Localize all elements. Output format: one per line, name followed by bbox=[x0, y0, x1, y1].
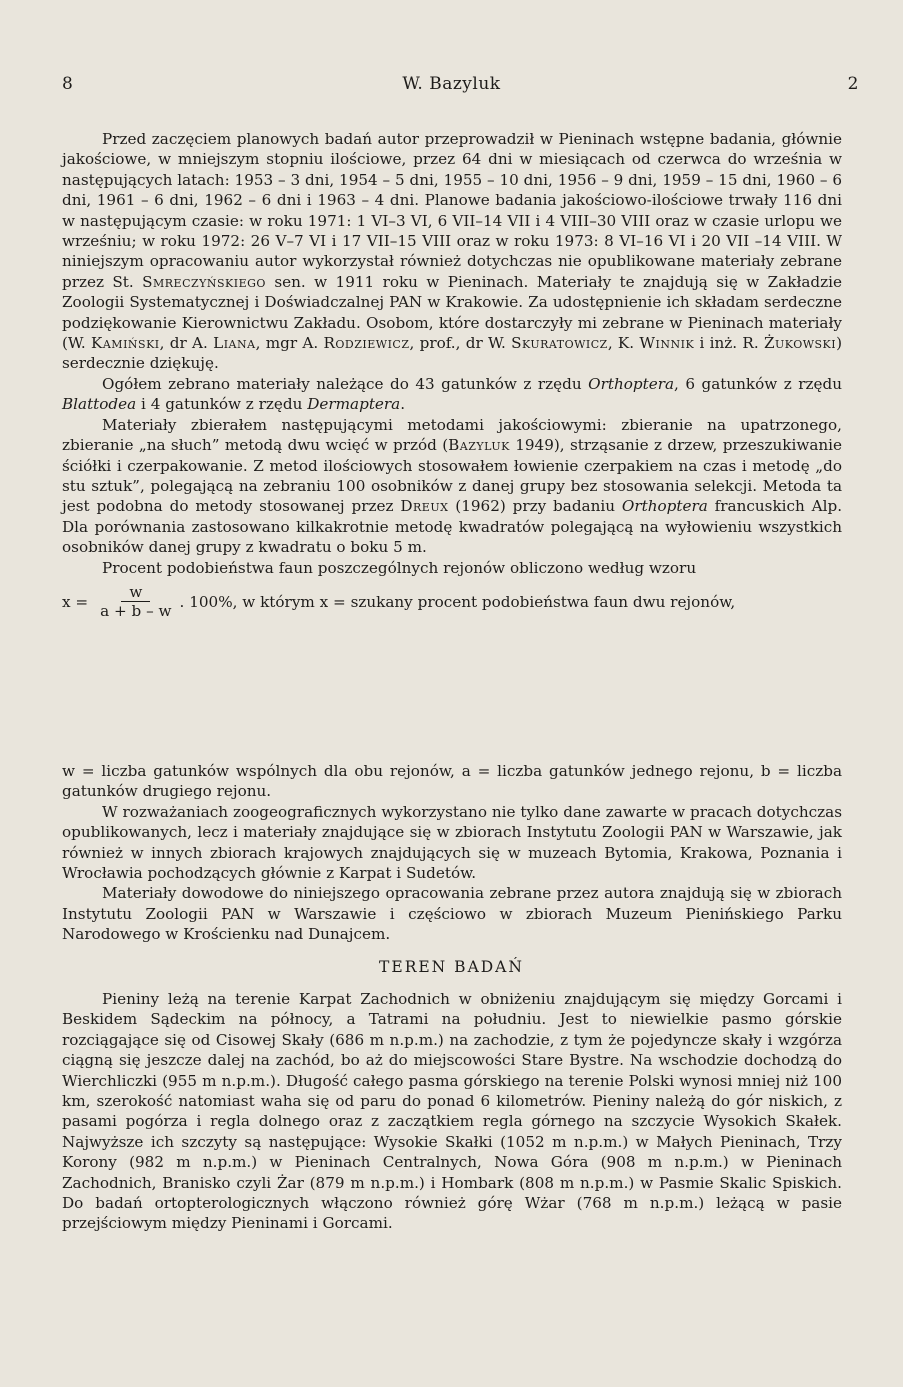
author-name: Smreczyńskiego bbox=[142, 272, 266, 291]
page-number-right: 2 bbox=[847, 74, 859, 94]
author-name: Skuratowicz bbox=[511, 334, 608, 353]
author-name: Rodziewicz bbox=[323, 334, 410, 353]
author-name: Żukowski bbox=[763, 334, 837, 353]
paragraph-zoogeography: W rozważaniach zoogeograficznych wykorzystano nie tylko dane zawarte w pracach dotychczas opublikowanych, lecz i materiały znajdujące się w zbiorach Instytutu Zoologii PAN w Warszawie, jak również w innych zbiorach krajowych znajdujących się w muzeach Bytomia, Krakowa, Poznania i Wrocławia pochodzących głównie z Karpat i Sudetów. bbox=[62, 802, 842, 883]
text-block-sources bbox=[62, 761, 842, 945]
formula-explanation: . 100%, w którym x = szukany procent podobieństwa faun dwu rejonów, bbox=[179, 592, 736, 611]
text-block-study-area bbox=[62, 989, 842, 1234]
author-name: Dreux bbox=[400, 497, 449, 516]
paragraph-pieniny-description: Pieniny leżą na terenie Karpat Zachodnich w obniżeniu znajdującym się między Gorcami i Beskidem Sądeckim na północy, a Tatrami na południu. Jest to niewielkie pasmo górskie rozciągające się od Cisowej Skały (686 m n.p.m.) na zachodzie, z tym że pojedyncze skały i wzgórza ciągną się jeszcze dalej na zachód, bo aż do miejscowości Stare Bystre. Na wschodzie dochodzą do Wierchliczki (955 m n.p.m.). Długość całego pasma górskiego na terenie Polski wynosi mniej niż 100 km, szerokość natomiast waha się od paru do ponad 6 kilometrów. Pieniny należą do gór niskich, z pasami pogórza i regla dolnego oraz z zaczątkiem regla górnego na szczycie Wysokich Skałek. Najwyższe ich szczyty są następujące: Wysokie Skałki (1052 m n.p.m.) w Małych Pieninach, Trzy Korony (982 m n.p.m.) w Pieninach Centralnych, Nowa Góra (908 m n.p.m.) w Pieninach Zachodnich, Branisko czyli Żar (879 m n.p.m.) i Hombark (808 m n.p.m.) w Pasmie Skalic Spiskich. Do badań ortopterologicznych włączono również górę Wżar (768 m n.p.m.) leżącą w pasie przejściowym między Pieninami i Gorcami. bbox=[62, 990, 842, 1233]
formula-numerator: w bbox=[121, 583, 150, 602]
similarity-formula bbox=[62, 581, 842, 623]
page-number-left: 8 bbox=[62, 74, 74, 94]
taxon-name: Blattodea bbox=[62, 395, 137, 414]
formula-fraction bbox=[100, 583, 171, 620]
paragraph-species-count: Ogółem zebrano materiały należące do 43 gatunków z rzędu Orthoptera, 6 gatunków z rzędu Blattodea i 4 gatunków z rzędu Dermaptera. bbox=[62, 374, 842, 414]
author-name: Winnik bbox=[639, 334, 695, 353]
paragraph-formula-intro: Procent podobieństwa faun poszczególnych rejonów obliczono według wzoru bbox=[102, 558, 697, 577]
author-name: Bazyluk bbox=[448, 436, 510, 455]
taxon-name: Orthoptera bbox=[621, 497, 708, 516]
running-header-author: W. Bazyluk bbox=[402, 74, 501, 94]
taxon-name: Dermaptera bbox=[307, 395, 401, 414]
section-heading: TEREN BADAŃ bbox=[379, 958, 524, 976]
paragraph-research-dates: Przed zaczęciem planowych badań autor przeprowadził w Pieninach wstępne badania, głównie jakościowe, w mniejszym stopniu ilościowe, przez 64 dni w miesiącach od czerwca do września w następujących latach: 1953 – 3 dni, 1954 – 5 dni, 1955 – 10 dni, 1956 – 9 dni, 1959 – 15 dni, 1960 – 6 dni, 1961 – 6 dni, 1962 – 6 dni i 1963 – 4 dni. Planowe badania jakościowo-ilościowe trwały 116 dni w następującym czasie: w roku 1971: 1 VI–3 VI, 6 VII–14 VII i 4 VIII–30 VIII oraz w czasie urlopu we wrześniu; w roku 1972: 26 V–7 VI i 17 VII–15 VIII oraz w roku 1973: 8 VI–16 VI i 20 VII –14 VIII. W niniejszym opracowaniu autor wykorzystał również dotychczas nie opublikowane materiały zebrane przez St. Smreczyńskiego sen. w 1911 roku w Pieninach. Materiały te znajdują się w Zakładzie Zoologii Systematycznej i Doświadczalnej PAN w Krakowie. Za udostępnienie ich składam serdeczne podziękowanie Kierownictwu Zakładu. Osobom, które dostarczyły mi zebrane w Pieninach materiały (W. Kamiński, dr A. Liana, mgr A. Rodziewicz, prof., dr W. Skuratowicz, K. Winnik i inż. R. Żukowski) serdecznie dziękuję. bbox=[62, 130, 843, 373]
paragraph-evidence-materials: Materiały dowodowe do niniejszego opracowania zebrane przez autora znajdują się w zbiorach Instytutu Zoologii PAN w Warszawie i częściowo w zbiorach Muzeum Pienińskiego Parku Narodowego w Krościenku nad Dunajcem. bbox=[62, 884, 842, 944]
formula-lhs: x = bbox=[62, 592, 89, 611]
text-block-methods bbox=[62, 129, 842, 623]
formula-definitions: w = liczba gatunków wspólnych dla obu rejonów, a = liczba gatunków jednego rejonu, b = liczba gatunków drugiego rejonu. bbox=[62, 762, 842, 801]
paragraph-collection-methods: Materiały zbierałem następującymi metodami jakościowymi: zbieranie na upatrzonego, zbieranie „na słuch” metodą dwu wcięć w przód (Bazyluk 1949), strząsanie z drzew, przeszukiwanie ściółki i czerpakowanie. Z metod ilościowych stosowałem łowienie czerpakiem na czas i metodę „do stu sztuk”, polegającą na zebraniu 100 osobników z danej grupy bez stosowania selekcji. Metoda ta jest podobna do metody stosowanej przez Dreux (1962) przy badaniu Orthoptera francuskich Alp. Dla porównania zastosowano kilkakrotnie metodę kwadratów polegającą na wyłowieniu wszystkich osobników danej grupy z kwadratu o boku 5 m. bbox=[62, 415, 843, 557]
author-name: Kamiński bbox=[91, 334, 160, 353]
author-name: Liana bbox=[213, 334, 256, 353]
formula-denominator: a + b – w bbox=[100, 602, 172, 621]
taxon-name: Orthoptera bbox=[588, 374, 675, 393]
